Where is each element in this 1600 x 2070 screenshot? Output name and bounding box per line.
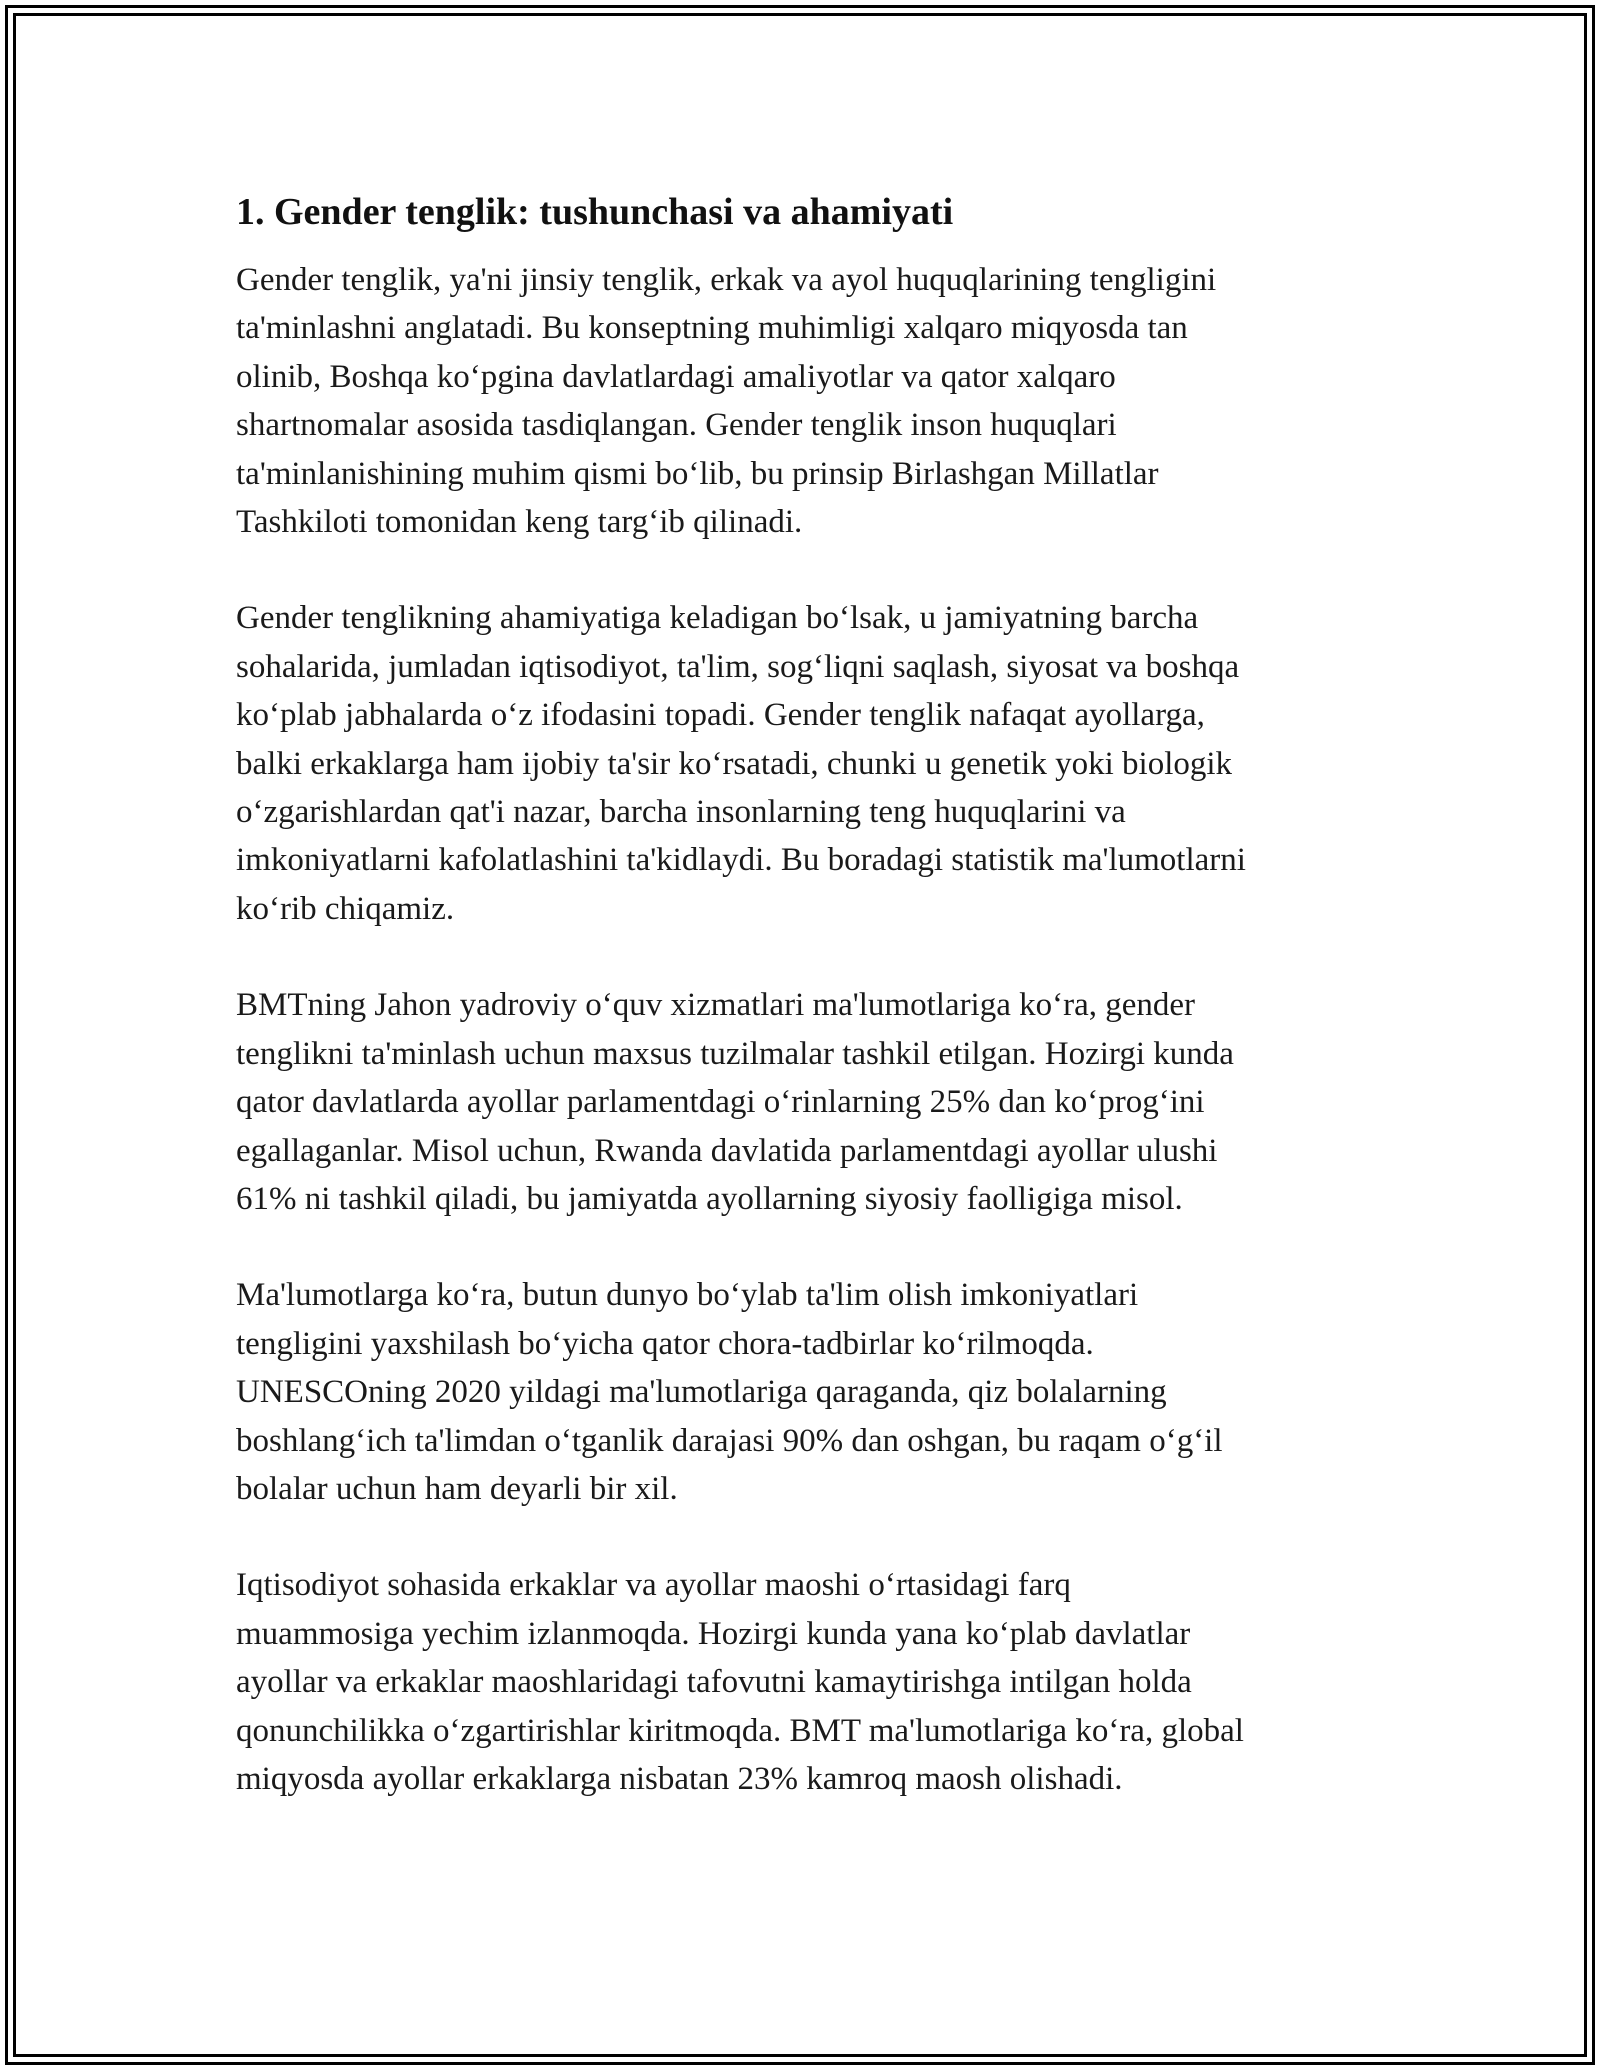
section-heading: 1. Gender tenglik: tushunchasi va ahamiyati xyxy=(236,191,954,233)
text-line: Iqtisodiyot sohasida erkaklar va ayollar maoshi o‘rtasidagi farq xyxy=(236,1567,1071,1604)
text-line: miqyosda ayollar erkaklarga nisbatan 23% kamroq maosh olishadi. xyxy=(236,1760,1123,1797)
text-line: ko‘rib chiqamiz. xyxy=(236,890,455,927)
text-line: ta'minlashni anglatadi. Bu konseptning muhimligi xalqaro miqyosda tan xyxy=(236,310,1188,347)
paragraph-education xyxy=(236,1271,1366,1513)
text-line: imkoniyatlarni kafolatlashini ta'kidlaydi. Bu boradagi statistik ma'lumotlarni xyxy=(236,842,1246,879)
text-line: tengligini yaxshilash bo‘yicha qator chora-tadbirlar ko‘rilmoqda. xyxy=(236,1325,1094,1362)
text-line: 61% ni tashkil qiladi, bu jamiyatda ayollarning siyosiy faolligiga misol. xyxy=(236,1180,1183,1217)
paragraph-parliament xyxy=(236,981,1366,1223)
text-line: ko‘plab jabhalarda o‘z ifodasini topadi. Gender tenglik nafaqat ayollarga, xyxy=(236,697,1205,734)
paragraph-definition xyxy=(236,256,1366,546)
text-line: boshlang‘ich ta'limdan o‘tganlik darajasi 90% dan oshgan, bu raqam o‘g‘il xyxy=(236,1422,1223,1459)
document-body xyxy=(236,188,1366,1851)
text-line: Tashkiloti tomonidan keng targ‘ib qilinadi. xyxy=(236,504,803,541)
text-line: Ma'lumotlarga ko‘ra, butun dunyo bo‘ylab ta'lim olish imkoniyatlari xyxy=(236,1277,1139,1314)
text-line: sohalarida, jumladan iqtisodiyot, ta'lim, sog‘liqni saqlash, siyosat va boshqa xyxy=(236,648,1240,685)
text-line: balki erkaklarga ham ijobiy ta'sir ko‘rsatadi, chunki u genetik yoki biologik xyxy=(236,745,1233,782)
text-line: egallaganlar. Misol uchun, Rwanda davlatida parlamentdagi ayollar ulushi xyxy=(236,1132,1218,1169)
text-line: ayollar va erkaklar maoshlaridagi tafovutni kamaytirishga intilgan holda xyxy=(236,1664,1192,1701)
text-line: tenglikni ta'minlash uchun maxsus tuzilmalar tashkil etilgan. Hozirgi kunda xyxy=(236,1035,1234,1072)
text-line: Gender tenglikning ahamiyatiga keladigan bo‘lsak, u jamiyatning barcha xyxy=(236,600,1199,637)
text-line: o‘zgarishlardan qat'i nazar, barcha insonlarning teng huquqlarini va xyxy=(236,794,1126,831)
text-line: ta'minlanishining muhim qismi bo‘lib, bu prinsip Birlashgan Millatlar xyxy=(236,455,1159,492)
text-line: qator davlatlarda ayollar parlamentdagi o‘rinlarning 25% dan ko‘prog‘ini xyxy=(236,1084,1205,1121)
text-line: olinib, Boshqa ko‘pgina davlatlardagi amaliyotlar va qator xalqaro xyxy=(236,358,1116,395)
text-line: Gender tenglik, ya'ni jinsiy tenglik, erkak va ayol huquqlarining tengligini xyxy=(236,262,1217,298)
paragraph-importance xyxy=(236,594,1366,933)
text-line: bolalar uchun ham deyarli bir xil. xyxy=(236,1470,678,1507)
text-line: muammosiga yechim izlanmoqda. Hozirgi kunda yana ko‘plab davlatlar xyxy=(236,1615,1191,1652)
text-line: qonunchilikka o‘zgartirishlar kiritmoqda. BMT ma'lumotlariga ko‘ra, global xyxy=(236,1712,1244,1749)
text-line: shartnomalar asosida tasdiqlangan. Gender tenglik inson huquqlari xyxy=(236,407,1117,444)
text-line: BMTning Jahon yadroviy o‘quv xizmatlari ma'lumotlariga ko‘ra, gender xyxy=(236,987,1196,1024)
paragraph-economy xyxy=(236,1561,1366,1803)
text-line: UNESCOning 2020 yildagi ma'lumotlariga qaraganda, qiz bolalarning xyxy=(236,1374,1167,1411)
